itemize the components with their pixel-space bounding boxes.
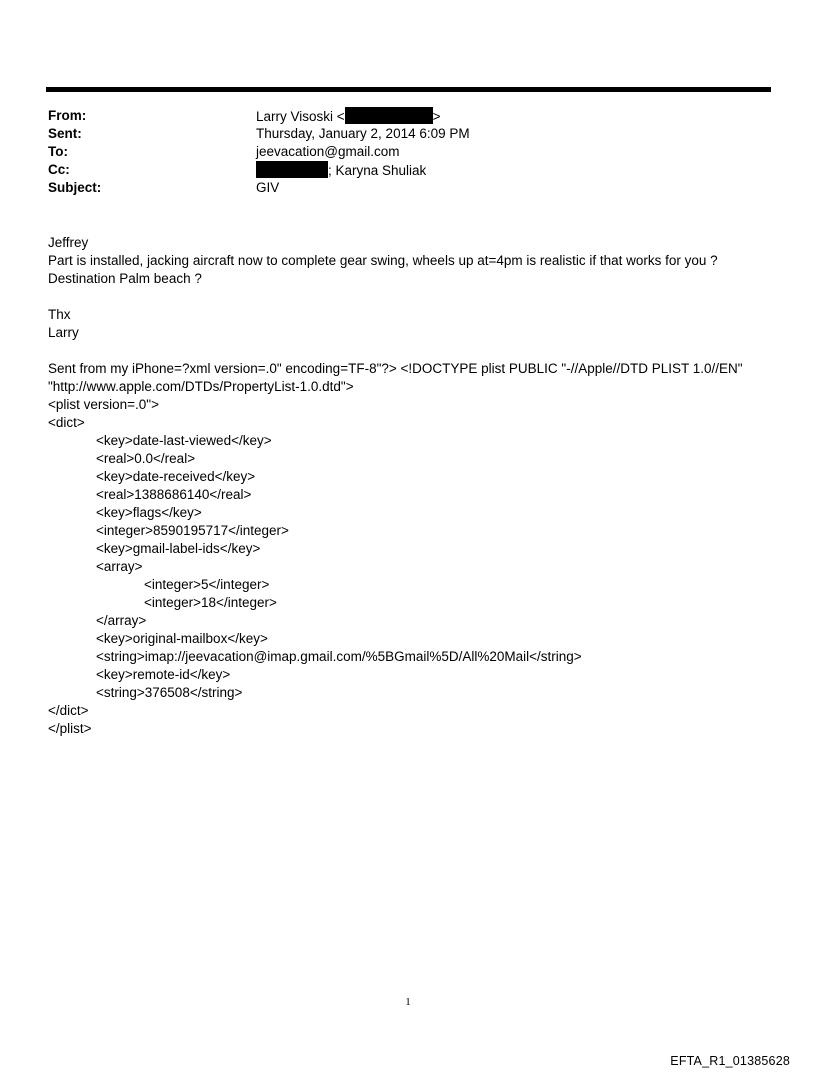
from-value bbox=[256, 107, 441, 126]
plist-line: <key>gmail-label-ids</key> bbox=[96, 541, 261, 556]
plist-line: <array> bbox=[96, 559, 143, 574]
redaction-box bbox=[256, 161, 328, 178]
sent-value: Thursday, January 2, 2014 6:09 PM bbox=[256, 126, 470, 141]
bates-number: EFTA_R1_01385628 bbox=[670, 1054, 790, 1068]
to-label: To: bbox=[48, 144, 68, 159]
email-body bbox=[48, 234, 768, 738]
cc-row bbox=[48, 161, 748, 179]
message-line: Part is installed, jacking aircraft now to complete gear swing, wheels up at=4pm is realistic if that works for you ? bbox=[48, 253, 718, 268]
cc-value bbox=[256, 161, 426, 180]
plist-line: <key>flags</key> bbox=[96, 505, 202, 520]
plist-line: <integer>8590195717</integer> bbox=[96, 523, 289, 538]
plist-line: <key>original-mailbox</key> bbox=[96, 631, 268, 646]
spacer bbox=[48, 288, 768, 306]
signature: Larry bbox=[48, 325, 79, 340]
from-row bbox=[48, 107, 748, 125]
page-number: 1 bbox=[405, 996, 411, 1008]
subject-row bbox=[48, 179, 748, 197]
plist-line: <key>remote-id</key> bbox=[96, 667, 231, 682]
cc-label: Cc: bbox=[48, 162, 70, 177]
plist-line: </dict> bbox=[48, 703, 89, 718]
message-line: Destination Palm beach ? bbox=[48, 271, 202, 286]
plist-line: <key>date-last-viewed</key> bbox=[96, 433, 272, 448]
plist-line: <dict> bbox=[48, 415, 85, 430]
sent-label: Sent: bbox=[48, 126, 82, 141]
plist-line: <key>date-received</key> bbox=[96, 469, 256, 484]
cc-names: ; Karyna Shuliak bbox=[328, 163, 427, 178]
from-label: From: bbox=[48, 108, 87, 123]
from-name: Larry Visoski < bbox=[256, 109, 345, 124]
subject-label: Subject: bbox=[48, 180, 102, 195]
spacer bbox=[48, 342, 768, 360]
plist-line: </plist> bbox=[48, 721, 92, 736]
plist-line: <integer>5</integer> bbox=[144, 577, 270, 592]
header-rule bbox=[46, 87, 771, 92]
greeting: Jeffrey bbox=[48, 235, 89, 250]
plist-line: <plist version=.0"> bbox=[48, 397, 159, 412]
plist-line: <string>376508</string> bbox=[96, 685, 243, 700]
plist-line: <real>0.0</real> bbox=[96, 451, 196, 466]
closing: Thx bbox=[48, 307, 71, 322]
to-value: jeevacation@gmail.com bbox=[256, 144, 400, 159]
email-header bbox=[48, 107, 748, 197]
plist-line: <string>imap://jeevacation@imap.gmail.com/%5BGmail%5D/All%20Mail</string> bbox=[96, 649, 582, 664]
redaction-box bbox=[345, 107, 433, 124]
from-close: > bbox=[432, 109, 441, 124]
plist-line: <integer>18</integer> bbox=[144, 595, 277, 610]
to-row bbox=[48, 143, 748, 161]
plist-line: "http://www.apple.com/DTDs/PropertyList-1.0.dtd"> bbox=[48, 379, 354, 394]
sent-from-line: Sent from my iPhone=?xml version=.0" encoding=TF-8"?> <!DOCTYPE plist PUBLIC "-//Apple//DTD PLIST 1.0//EN" bbox=[48, 361, 743, 376]
subject-value: GIV bbox=[256, 180, 280, 195]
sent-row bbox=[48, 125, 748, 143]
plist-line: </array> bbox=[96, 613, 147, 628]
plist-line: <real>1388686140</real> bbox=[96, 487, 252, 502]
